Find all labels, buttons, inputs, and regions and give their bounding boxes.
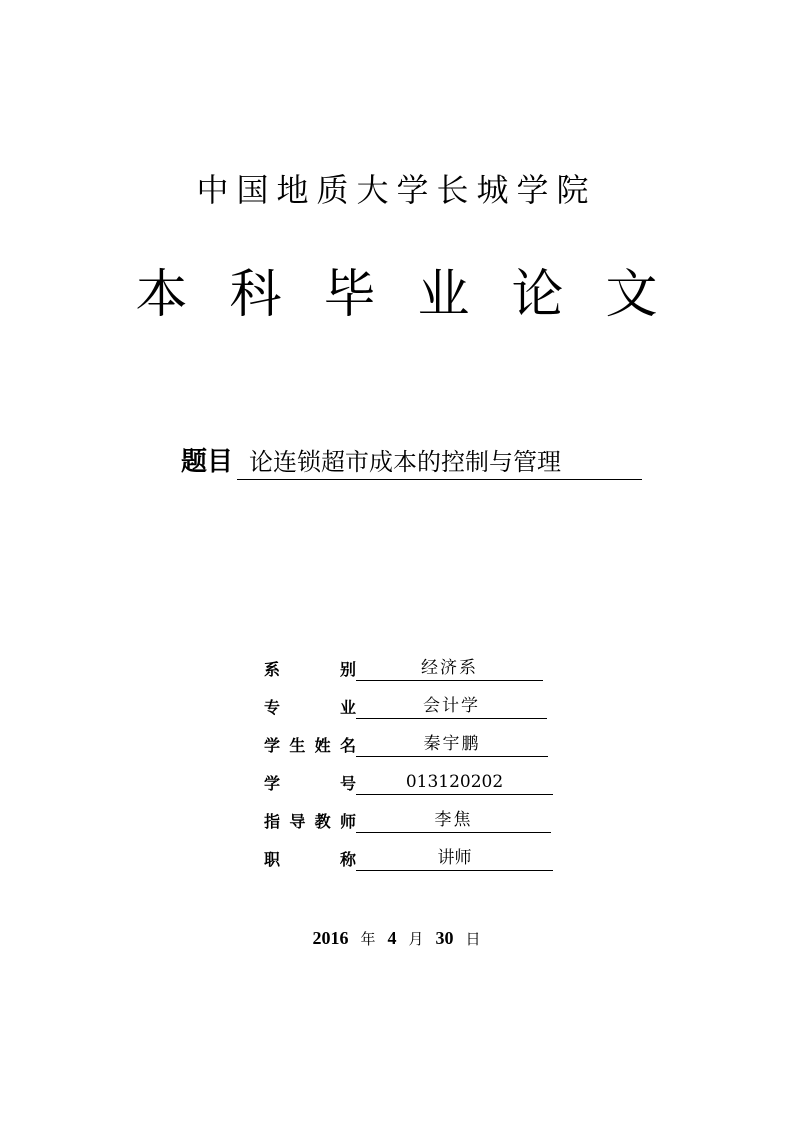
label-char: 系 [264,660,281,679]
document-type-char: 论 [511,265,564,325]
label-char: 号 [339,774,356,793]
label-char: 姓 [314,736,331,755]
professional-title-value: 讲师 [356,846,553,871]
label-char: 学 [264,774,281,793]
document-type-char: 毕 [323,265,376,325]
label-char: 师 [339,812,356,831]
info-row-student-name [264,719,553,757]
date-day-char: 日 [465,930,481,948]
info-row-student-id [264,757,553,795]
thesis-title: 论连锁超市成本的控制与管理 [237,445,642,480]
department-label [264,659,356,681]
student-id-value: 013120202 [356,770,553,795]
student-name-label [264,735,356,757]
label-char: 名 [339,736,356,755]
info-row-advisor [264,795,553,833]
document-type [0,262,793,328]
info-row-department [264,643,553,681]
student-info-block [264,643,553,871]
professional-title-label [264,849,356,871]
department-value: 经济系 [356,656,543,681]
label-char: 教 [314,812,331,831]
date-year-char: 年 [360,930,376,948]
label-char: 职 [264,850,281,869]
label-char: 生 [289,736,306,755]
university-name: 中国地质大学长城学院 [196,171,597,209]
major-value: 会计学 [356,694,547,719]
advisor-label [264,811,356,833]
label-char: 导 [289,812,306,831]
date-month: 4 [387,928,397,948]
major-label [264,697,356,719]
document-type-char: 本 [135,265,188,325]
date-day: 30 [435,928,454,948]
label-char: 专 [264,698,281,717]
title-label: 题目 [181,447,234,477]
date-month-char: 月 [408,930,424,948]
info-row-title [264,833,553,871]
advisor-value: 李焦 [356,808,551,833]
label-char: 指 [264,812,281,831]
document-type-char: 业 [417,265,470,325]
document-type-char: 文 [605,265,658,325]
label-char: 业 [339,698,356,717]
thesis-title-row [181,444,642,480]
submission-date [0,925,793,952]
label-char: 学 [264,736,281,755]
student-name-value: 秦宇鹏 [356,732,548,757]
label-char: 别 [339,660,356,679]
info-row-major [264,681,553,719]
date-year: 2016 [312,928,349,948]
label-char: 称 [339,850,356,869]
student-id-label [264,773,356,795]
document-type-char: 科 [229,265,282,325]
